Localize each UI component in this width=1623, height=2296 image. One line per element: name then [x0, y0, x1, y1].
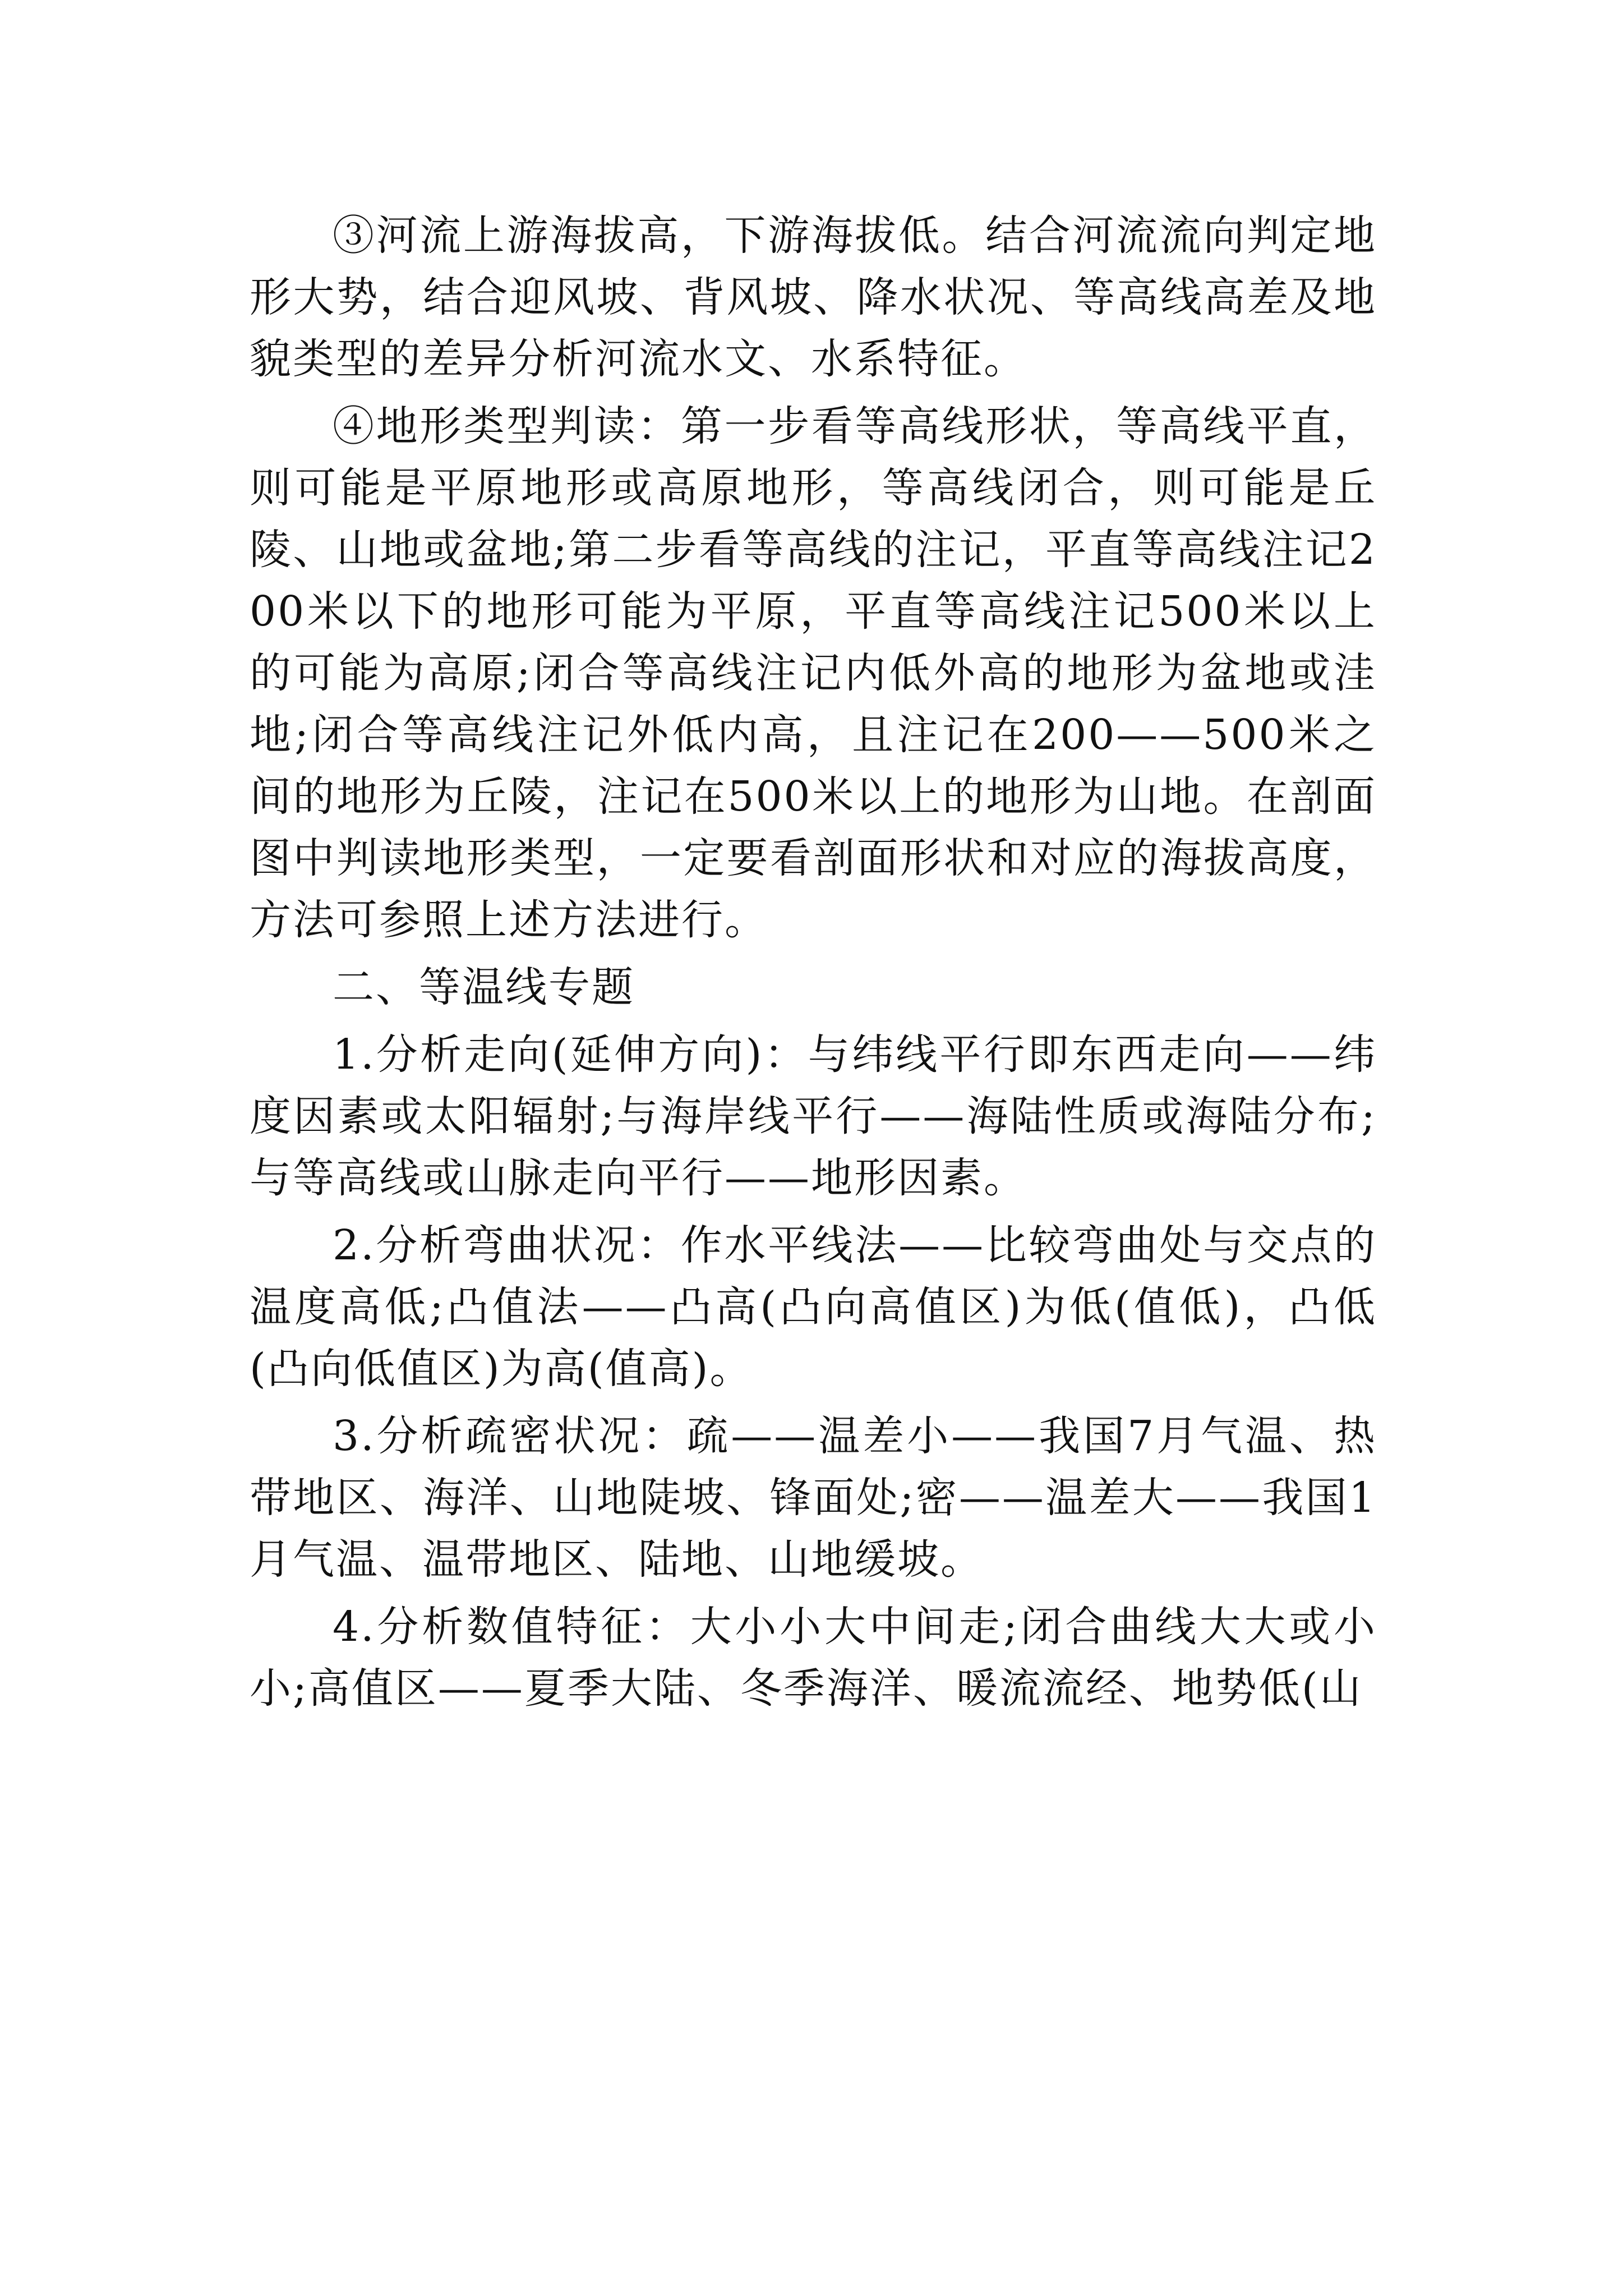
paragraph-terrain-type: ④地形类型判读：第一步看等高线形状，等高线平直，则可能是平原地形或高原地形，等高线闭合，则可能是丘陵、山地或盆地;第二步看等高线的注记，平直等高线注记200米以下的地形可能为平原，平直等高线注记500米以上的可能为高原;闭合等高线注记内低外高的地形为盆地或洼地;闭合等高线注记外低内高，且注记在200——500米之间的地形为丘陵，注记在500米以上的地形为山地。在剖面图中判读地形类型，一定要看剖面形状和对应的海拔高度，方法可参照上述方法进行。: [250, 402, 1377, 944]
body-text: [250, 205, 1377, 1719]
paragraph-isotherm-direction: 1.分析走向(延伸方向)：与纬线平行即东西走向——纬度因素或太阳辐射;与海岸线平行——海陆性质或海陆分布;与等高线或山脉走向平行——地形因素。: [250, 1030, 1377, 1202]
paragraph-isotherm-curvature: 2.分析弯曲状况：作水平线法——比较弯曲处与交点的温度高低;凸值法——凸高(凸向高值区)为低(值低)，凸低(凸向低值区)为高(值高)。: [250, 1221, 1377, 1393]
paragraph-isotherm-values: 4.分析数值特征：大小小大中间走;闭合曲线大大或小小;高值区——夏季大陆、冬季海洋、暖流流经、地势低(山: [250, 1603, 1377, 1713]
section-heading-isotherm: 二、等温线专题: [333, 963, 635, 1011]
paragraph-isotherm-density: 3.分析疏密状况：疏——温差小——我国7月气温、热带地区、海洋、山地陡坡、锋面处;密——温差大——我国1月气温、温带地区、陆地、山地缓坡。: [250, 1412, 1377, 1584]
paragraph-river-elevation: ③河流上游海拔高，下游海拔低。结合河流流向判定地形大势，结合迎风坡、背风坡、降水状况、等高线高差及地貌类型的差异分析河流水文、水系特征。: [250, 211, 1377, 383]
